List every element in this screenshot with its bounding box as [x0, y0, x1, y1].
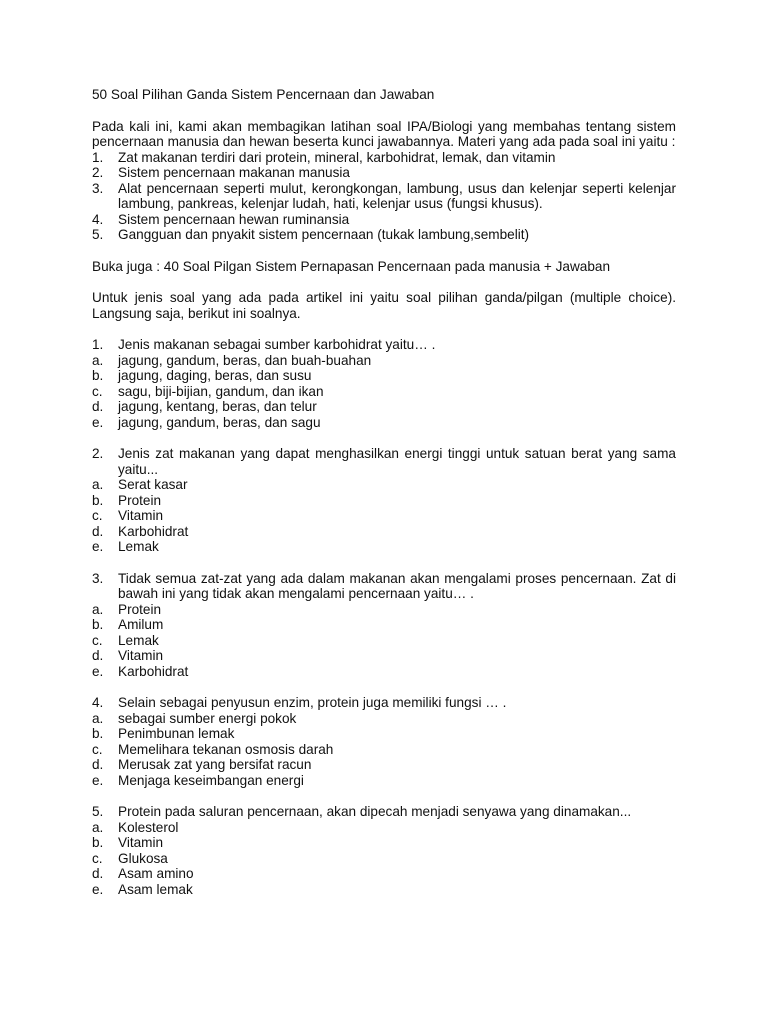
option-letter: b. [92, 726, 104, 741]
option-letter: e. [92, 663, 104, 679]
list-item-text: Gangguan dan pnyakit sistem pencernaan (tukak lambung,sembelit) [118, 227, 530, 242]
option-letter: e. [92, 772, 104, 788]
option-text: jagung, gandum, beras, dan sagu [118, 414, 321, 430]
list-item [92, 181, 676, 212]
option-text: Merusak zat yang bersifat racun [118, 757, 312, 772]
option-letter: b. [92, 835, 104, 850]
question-stem [92, 571, 676, 602]
option-letter: a. [92, 477, 104, 492]
answer-option [92, 835, 676, 851]
question-number: 4. [92, 695, 104, 710]
answer-option [92, 851, 676, 867]
option-letter: c. [92, 850, 103, 866]
option-text: Vitamin [118, 508, 164, 523]
page-title: 50 Soal Pilihan Ganda Sistem Pencernaan dan Jawaban [92, 87, 435, 102]
option-text: Menjaga keseimbangan energi [118, 772, 304, 788]
list-item [92, 227, 676, 243]
option-text: Lemak [118, 632, 159, 648]
option-letter: b. [92, 617, 104, 632]
list-item-text: Sistem pencernaan hewan ruminansia [118, 211, 350, 227]
option-text: Karbohidrat [118, 523, 189, 539]
answer-option [92, 633, 676, 649]
related-link-text: Buka juga : 40 Soal Pilgan Sistem Pernapasan Pencernaan pada manusia + Jawaban [92, 258, 611, 274]
answer-option [92, 664, 676, 680]
option-text: Penimbunan lemak [118, 726, 235, 741]
question-block [92, 446, 676, 555]
list-item-text: Zat makanan terdiri dari protein, mineral, karbohidrat, lemak, dan vitamin [118, 149, 556, 165]
list-marker: 3. [92, 180, 104, 196]
list-marker: 2. [92, 165, 104, 180]
option-text: Kolesterol [118, 819, 179, 835]
question-stem [92, 804, 676, 820]
option-letter: e. [92, 414, 104, 430]
question-text: Tidak semua zat-zat yang ada dalam makanan akan mengalami proses pencernaan. Zat di bawah ini yang tidak akan mengalami pencernaan yaitu… . [118, 570, 676, 601]
answer-option [92, 524, 676, 540]
answer-option [92, 866, 676, 882]
answer-option [92, 711, 676, 727]
answer-option [92, 415, 676, 431]
option-letter: a. [92, 601, 104, 617]
question-stem [92, 446, 676, 477]
option-letter: d. [92, 866, 104, 881]
answer-option [92, 648, 676, 664]
answer-option [92, 493, 676, 509]
option-letter: c. [92, 741, 103, 757]
option-letter: d. [92, 757, 104, 772]
answer-option [92, 742, 676, 758]
answer-option [92, 757, 676, 773]
option-text: Vitamin [118, 648, 164, 663]
option-letter: a. [92, 352, 104, 368]
option-letter: a. [92, 710, 104, 726]
answer-option [92, 353, 676, 369]
list-item [92, 212, 676, 228]
answer-option [92, 399, 676, 415]
question-text: Jenis makanan sebagai sumber karbohidrat yaitu… . [118, 337, 436, 352]
option-letter: c. [92, 508, 103, 523]
question-number: 3. [92, 570, 104, 586]
option-letter: b. [92, 368, 104, 383]
question-stem [92, 337, 676, 353]
list-item [92, 150, 676, 166]
option-text: Protein [118, 492, 162, 508]
option-text: Protein [118, 601, 162, 617]
option-text: jagung, kentang, beras, dan telur [118, 399, 317, 414]
answer-option [92, 384, 676, 400]
answer-option [92, 726, 676, 742]
option-text: sagu, biji-bijian, gandum, dan ikan [118, 383, 324, 399]
question-text: Jenis zat makanan yang dapat menghasilkan energi tinggi untuk satuan berat yang sama yaitu... [118, 446, 676, 477]
option-text: Lemak [118, 539, 159, 554]
answer-option [92, 617, 676, 633]
option-text: Asam amino [118, 866, 194, 881]
topic-list [92, 150, 676, 243]
option-letter: d. [92, 399, 104, 414]
option-text: Asam lemak [118, 881, 193, 897]
option-letter: a. [92, 819, 104, 835]
answer-option [92, 368, 676, 384]
option-letter: c. [92, 383, 103, 399]
list-marker: 4. [92, 211, 104, 227]
answer-option [92, 477, 676, 493]
option-letter: d. [92, 648, 104, 663]
option-letter: b. [92, 492, 104, 508]
question-block [92, 337, 676, 430]
intro-paragraph: Pada kali ini, kami akan membagikan latihan soal IPA/Biologi yang membahas tentang sistem pencernaan manusia dan hewan beserta kunci jawabannya. Materi yang ada pada soal ini yaitu : [92, 118, 676, 149]
option-letter: e. [92, 881, 104, 897]
question-text: Protein pada saluran pencernaan, akan dipecah menjadi senyawa yang dinamakan... [118, 804, 632, 819]
list-item-text: Sistem pencernaan makanan manusia [118, 165, 350, 180]
answer-option [92, 882, 676, 898]
question-number: 2. [92, 446, 104, 461]
option-text: Serat kasar [118, 477, 188, 492]
option-text: sebagai sumber energi pokok [118, 710, 297, 726]
option-letter: c. [92, 632, 103, 648]
lead-paragraph: Untuk jenis soal yang ada pada artikel ini yaitu soal pilihan ganda/pilgan (multiple choice). Langsung saja, berikut ini soalnya. [92, 290, 676, 321]
answer-option [92, 539, 676, 555]
option-text: Amilum [118, 617, 164, 632]
option-text: Karbohidrat [118, 663, 189, 679]
option-letter: e. [92, 539, 104, 554]
question-number: 1. [92, 337, 104, 352]
list-item-text: Alat pencernaan seperti mulut, kerongkongan, lambung, usus dan kelenjar seperti kelenjar lambung, pankreas, kelenjar ludah, hati, kelenjar usus (fungsi khusus). [118, 180, 676, 211]
question-number: 5. [92, 804, 104, 819]
question-text: Selain sebagai penyusun enzim, protein juga memiliki fungsi … . [118, 695, 507, 710]
answer-option [92, 820, 676, 836]
answer-option [92, 508, 676, 524]
answer-option [92, 602, 676, 618]
list-marker: 5. [92, 227, 104, 242]
list-item [92, 165, 676, 181]
list-marker: 1. [92, 149, 104, 165]
option-text: Vitamin [118, 835, 164, 850]
question-list [92, 321, 676, 897]
question-stem [92, 695, 676, 711]
question-block [92, 804, 676, 897]
option-text: Memelihara tekanan osmosis darah [118, 741, 334, 757]
document-body [92, 87, 676, 897]
option-text: Glukosa [118, 850, 168, 866]
answer-option [92, 773, 676, 789]
option-letter: d. [92, 523, 104, 539]
option-text: jagung, daging, beras, dan susu [118, 368, 312, 383]
option-text: jagung, gandum, beras, dan buah-buahan [118, 352, 372, 368]
question-block [92, 571, 676, 680]
question-block [92, 695, 676, 788]
